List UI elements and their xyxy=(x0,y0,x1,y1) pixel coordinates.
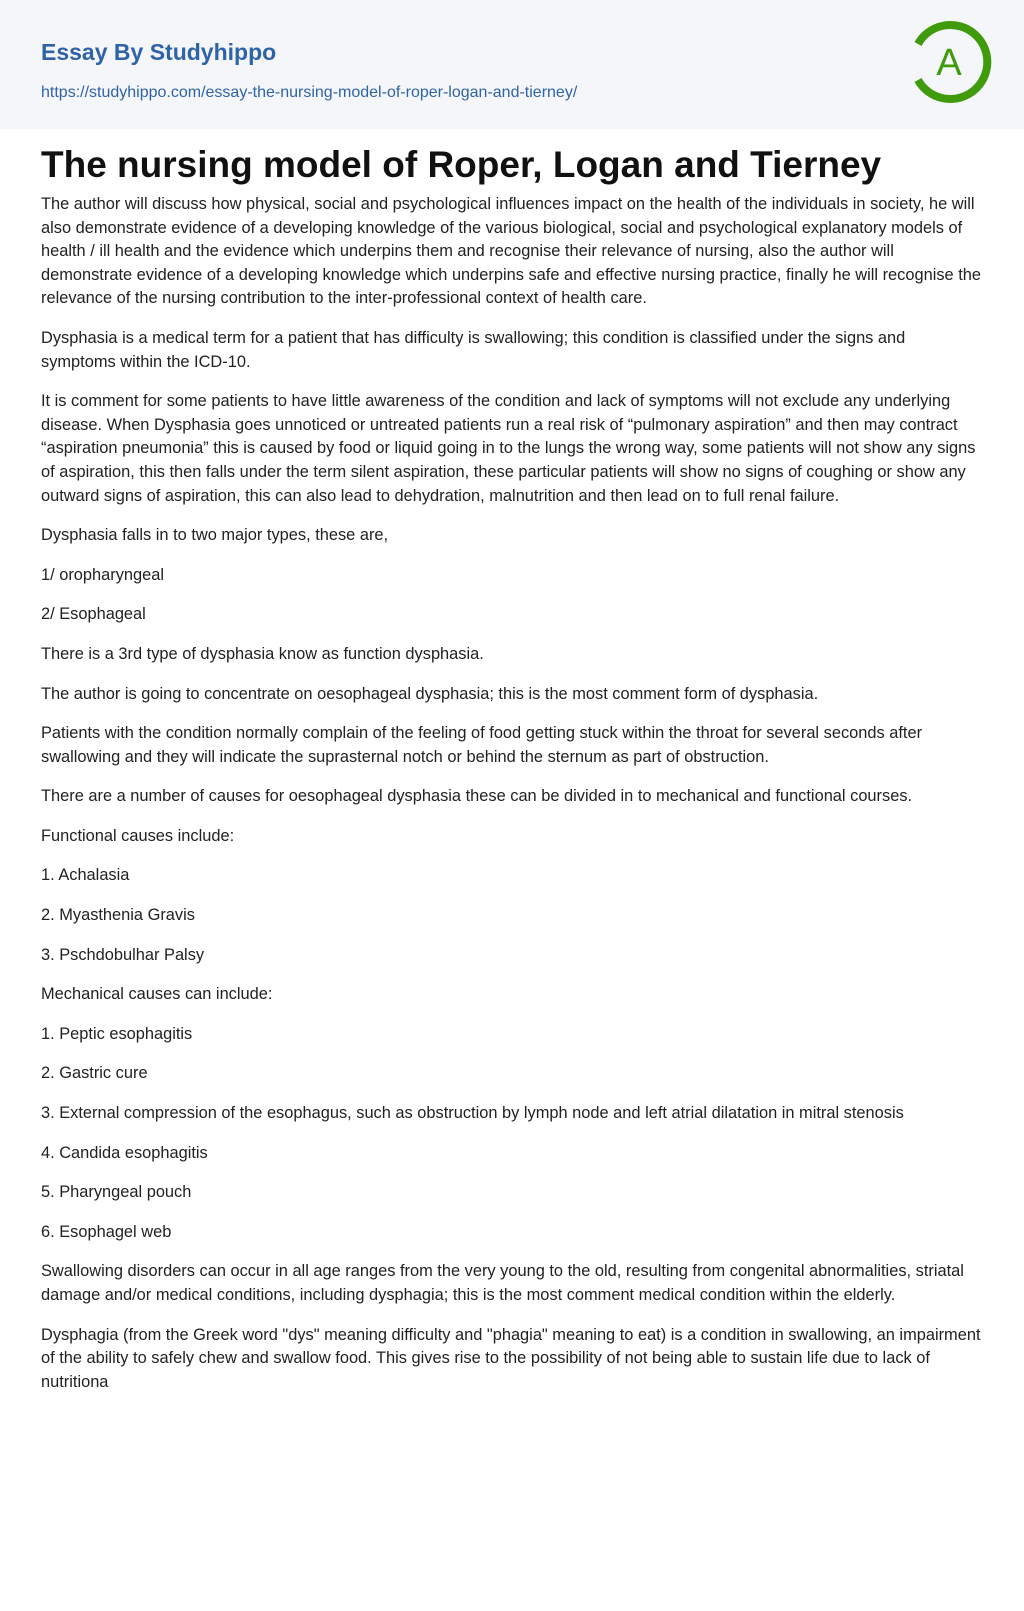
essay-paragraph: 5. Pharyngeal pouch xyxy=(41,1183,192,1202)
essay-paragraph: It is comment for some patients to have little awareness of the condition and lack of symptoms will not exclude any underlying disease. When Dysphasia goes unnoticed or untreated patients run a real risk of “pulmonary aspiration” and then may contract “aspiration pneumonia” this is caused by food or liquid going in to the lungs the wrong way, some patients will not show any signs of aspiration, this then falls under the term silent aspiration, these particular patients will show no signs of coughing or show any outward signs of aspiration, this can also lead to dehydration, malnutrition and then lead on to full renal failure. xyxy=(41,392,976,505)
site-header xyxy=(0,0,1024,129)
essay-paragraph: 6. Esophagel web xyxy=(41,1222,172,1241)
essay-url-link[interactable]: https://studyhippo.com/essay-the-nursing-model-of-roper-logan-and-tierney/ xyxy=(41,84,578,101)
essay-paragraph: 2. Myasthenia Gravis xyxy=(41,906,195,925)
essay-paragraph: Dysphasia falls in to two major types, these are, xyxy=(41,526,389,545)
studyhippo-logo-icon xyxy=(904,18,992,106)
brand-title: Essay By Studyhippo xyxy=(41,39,277,65)
essay-paragraph: There is a 3rd type of dysphasia know as function dysphasia. xyxy=(41,644,484,663)
essay-paragraph: The author will discuss how physical, social and psychological influences impact on the health of the individuals in society, he will also demonstrate evidence of a developing knowledge of the various biological, social and psychological explanatory models of health / ill health and the evidence which underpins them and recognise their relevance of nursing, also the author will demonstrate evidence of a developing knowledge which underpins safe and effective nursing practice, finally he will recognise the relevance of the nursing contribution to the inter-professional context of health care. xyxy=(41,195,981,308)
essay-paragraph: 4. Candida esophagitis xyxy=(41,1143,208,1162)
essay-paragraph: 2/ Esophageal xyxy=(41,605,146,624)
essay-paragraph: Mechanical causes can include: xyxy=(41,985,273,1004)
essay-paragraph: 1. Achalasia xyxy=(41,866,130,885)
essay-paragraph: Patients with the condition normally complain of the feeling of food getting stuck within the throat for several seconds after swallowing and they will indicate the suprasternal notch or behind the sternum as part of obstruction. xyxy=(41,724,923,766)
essay-title: The nursing model of Roper, Logan and Tierney xyxy=(41,144,882,185)
essay-paragraph: Dysphagia (from the Greek word "dys" meaning difficulty and "phagia" meaning to eat) is a condition in swallowing, an impairment of the ability to safely chew and swallow food. This gives rise to the possibility of not being able to sustain life due to lack of nutritiona xyxy=(41,1325,981,1391)
svg-text:A: A xyxy=(936,42,962,84)
essay-paragraph: 1/ oropharyngeal xyxy=(41,565,165,584)
essay-paragraph: 3. Pschdobulhar Palsy xyxy=(41,945,205,964)
essay-paragraph: Functional causes include: xyxy=(41,826,235,845)
essay-paragraph: Swallowing disorders can occur in all age ranges from the very young to the old, resulting from congenital abnormalities, striatal damage and/or medical conditions, including dysphagia; this is the most comment medical condition within the elderly. xyxy=(41,1262,964,1304)
essay-paragraph: There are a number of causes for oesophageal dysphasia these can be divided in to mechanical and functional courses. xyxy=(41,787,913,806)
essay-paragraph: Dysphasia is a medical term for a patient that has difficulty is swallowing; this condition is classified under the signs and symptoms within the ICD-10. xyxy=(41,328,906,371)
essay-paragraph: 1. Peptic esophagitis xyxy=(41,1024,193,1043)
essay-paragraph: 2. Gastric cure xyxy=(41,1064,148,1083)
essay-paragraph: 3. External compression of the esophagus, such as obstruction by lymph node and left atrial dilatation in mitral stenosis xyxy=(41,1104,904,1123)
essay-content xyxy=(0,129,1024,1440)
essay-body xyxy=(41,193,983,1394)
essay-paragraph: The author is going to concentrate on oesophageal dysphasia; this is the most comment form of dysphasia. xyxy=(41,684,819,703)
